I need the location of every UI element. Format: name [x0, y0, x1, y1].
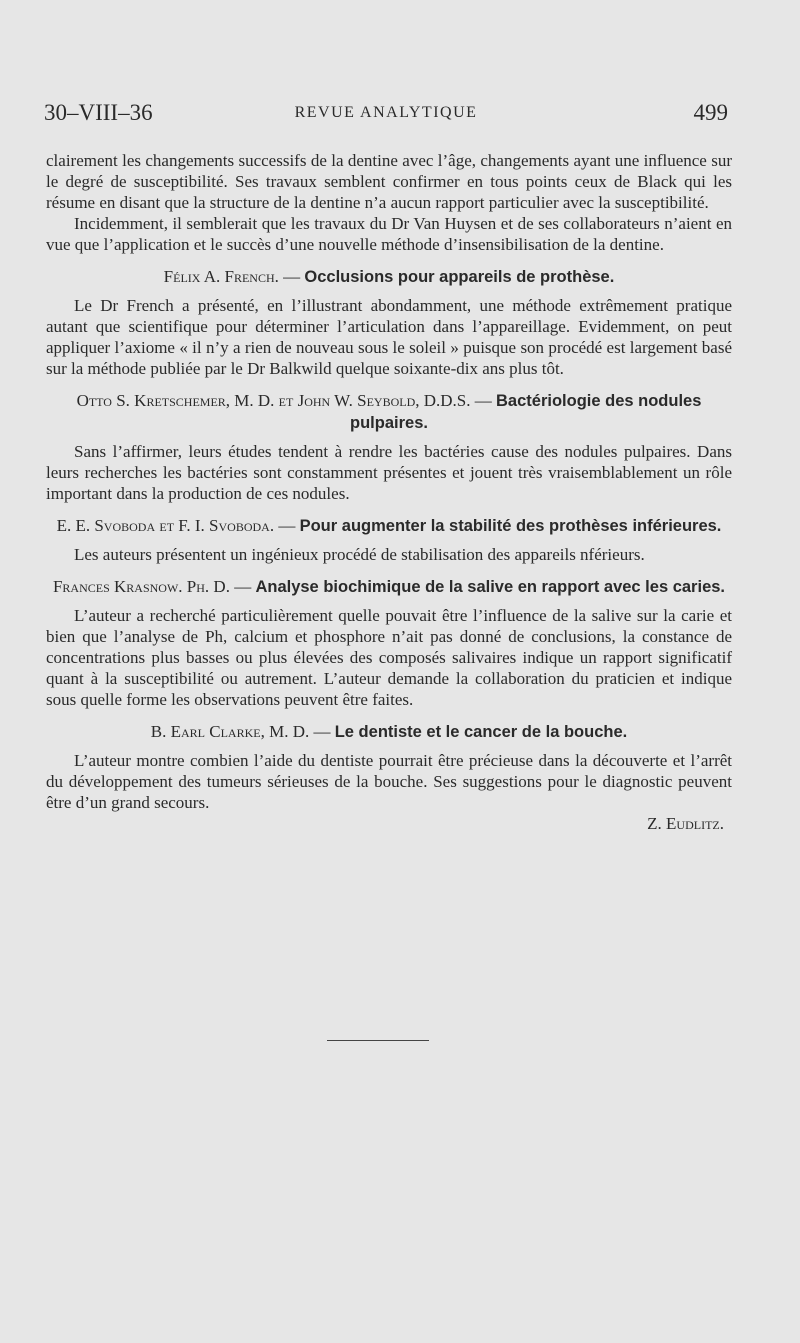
running-title: REVUE ANALYTIQUE	[294, 104, 478, 121]
intro-paragraph: Incidemment, il semblerait que les travaux du Dr Van Huysen et de ses collaborateurs n’aient en vue que l’application et le succès d’une nouvelle méthode d’insensibilisation de la dentine.	[46, 214, 732, 254]
article-author: Félix A. French.	[163, 267, 279, 286]
page-content	[46, 150, 732, 834]
section-divider	[327, 1040, 429, 1041]
article-body: L’auteur montre combien l’aide du dentiste pourrait être précieuse dans la découverte et l’arrêt du développement des tumeurs sérieuses de la bouche. Ses suggestions pour le diagnostic peuvent être d’un grand secours.	[46, 751, 732, 812]
review-article	[46, 576, 732, 710]
intro-paragraph: clairement les changements successifs de la dentine avec l’âge, changements ayant une influence sur le degré de susceptibilité. Ses travaux semblent confirmer en tous points ceux de Black qui les résume en disant que la structure de la dentine n’a aucun rapport particulier avec la susceptibilité.	[46, 151, 732, 212]
article-body: Sans l’affirmer, leurs études tendent à rendre les bactéries cause des nodules pulpaires. Dans leurs recherches les bactéries sont constamment présentes et jouent très vraisemblablement un rôle important dans la production de ces nodules.	[46, 442, 732, 503]
article-heading	[46, 576, 732, 598]
article-heading	[46, 266, 732, 288]
article-author: Otto S. Kretschemer, M. D. et John W. Seybold, D.D.S.	[76, 391, 471, 410]
article-title: Occlusions pour appareils de prothèse.	[304, 268, 615, 286]
heading-dash: —	[278, 267, 305, 286]
review-article	[46, 266, 732, 379]
article-heading	[46, 721, 732, 743]
heading-dash: —	[274, 516, 300, 535]
article-author: B. Earl Clarke, M. D.	[150, 722, 310, 741]
article-heading	[46, 515, 732, 537]
review-article	[46, 515, 732, 565]
article-body: L’auteur a recherché particulièrement quelle pouvait être l’influence de la salive sur la carie et bien que l’analyse de Ph, calcium et phosphore n’ait pas donné de conclusions, la constance de concentrations plus basses ou plus élevées des composés salivaires indique un rapport significatif quant à la susceptibilité ou autrement. L’auteur demande la collaboration du praticien et indique sous quelle forme les observations peuvent être faites.	[46, 606, 732, 709]
issue-date: 30–VIII–36	[44, 100, 153, 125]
article-heading	[46, 390, 732, 434]
article-body: Le Dr French a présenté, en l’illustrant abondamment, une méthode extrêmement pratique autant que scientifique pour déterminer l’articulation dans l’appareillage. Evidemment, on peut appliquer l’axiome « il n’y a rien de nouveau sous le soleil » puisque son procédé est largement basé sur la méthode publiée par le Dr Balkwild quelque soixante-dix ans plus tôt.	[46, 296, 732, 378]
review-article	[46, 721, 732, 813]
page-header	[44, 100, 728, 134]
heading-dash: —	[229, 577, 256, 596]
heading-dash: —	[470, 391, 497, 410]
article-title: Analyse biochimique de la salive en rapport avec les caries.	[255, 578, 726, 596]
heading-dash: —	[309, 722, 335, 741]
article-title: Bactériologie des nodules pulpaires.	[350, 392, 702, 432]
article-title: Le dentiste et le cancer de la bouche.	[334, 723, 628, 741]
article-title: Pour augmenter la stabilité des prothèses inférieures.	[299, 517, 722, 535]
article-author: Frances Krasnow. Ph. D.	[52, 577, 230, 596]
article-author: E. E. Svoboda et F. I. Svoboda.	[56, 516, 275, 535]
page-number: 499	[693, 100, 728, 125]
article-body: Les auteurs présentent un ingénieux procédé de stabilisation des appareils nférieurs.	[74, 545, 645, 564]
reviewer-signature: Z. Eudlitz.	[647, 814, 724, 833]
review-article	[46, 390, 732, 504]
